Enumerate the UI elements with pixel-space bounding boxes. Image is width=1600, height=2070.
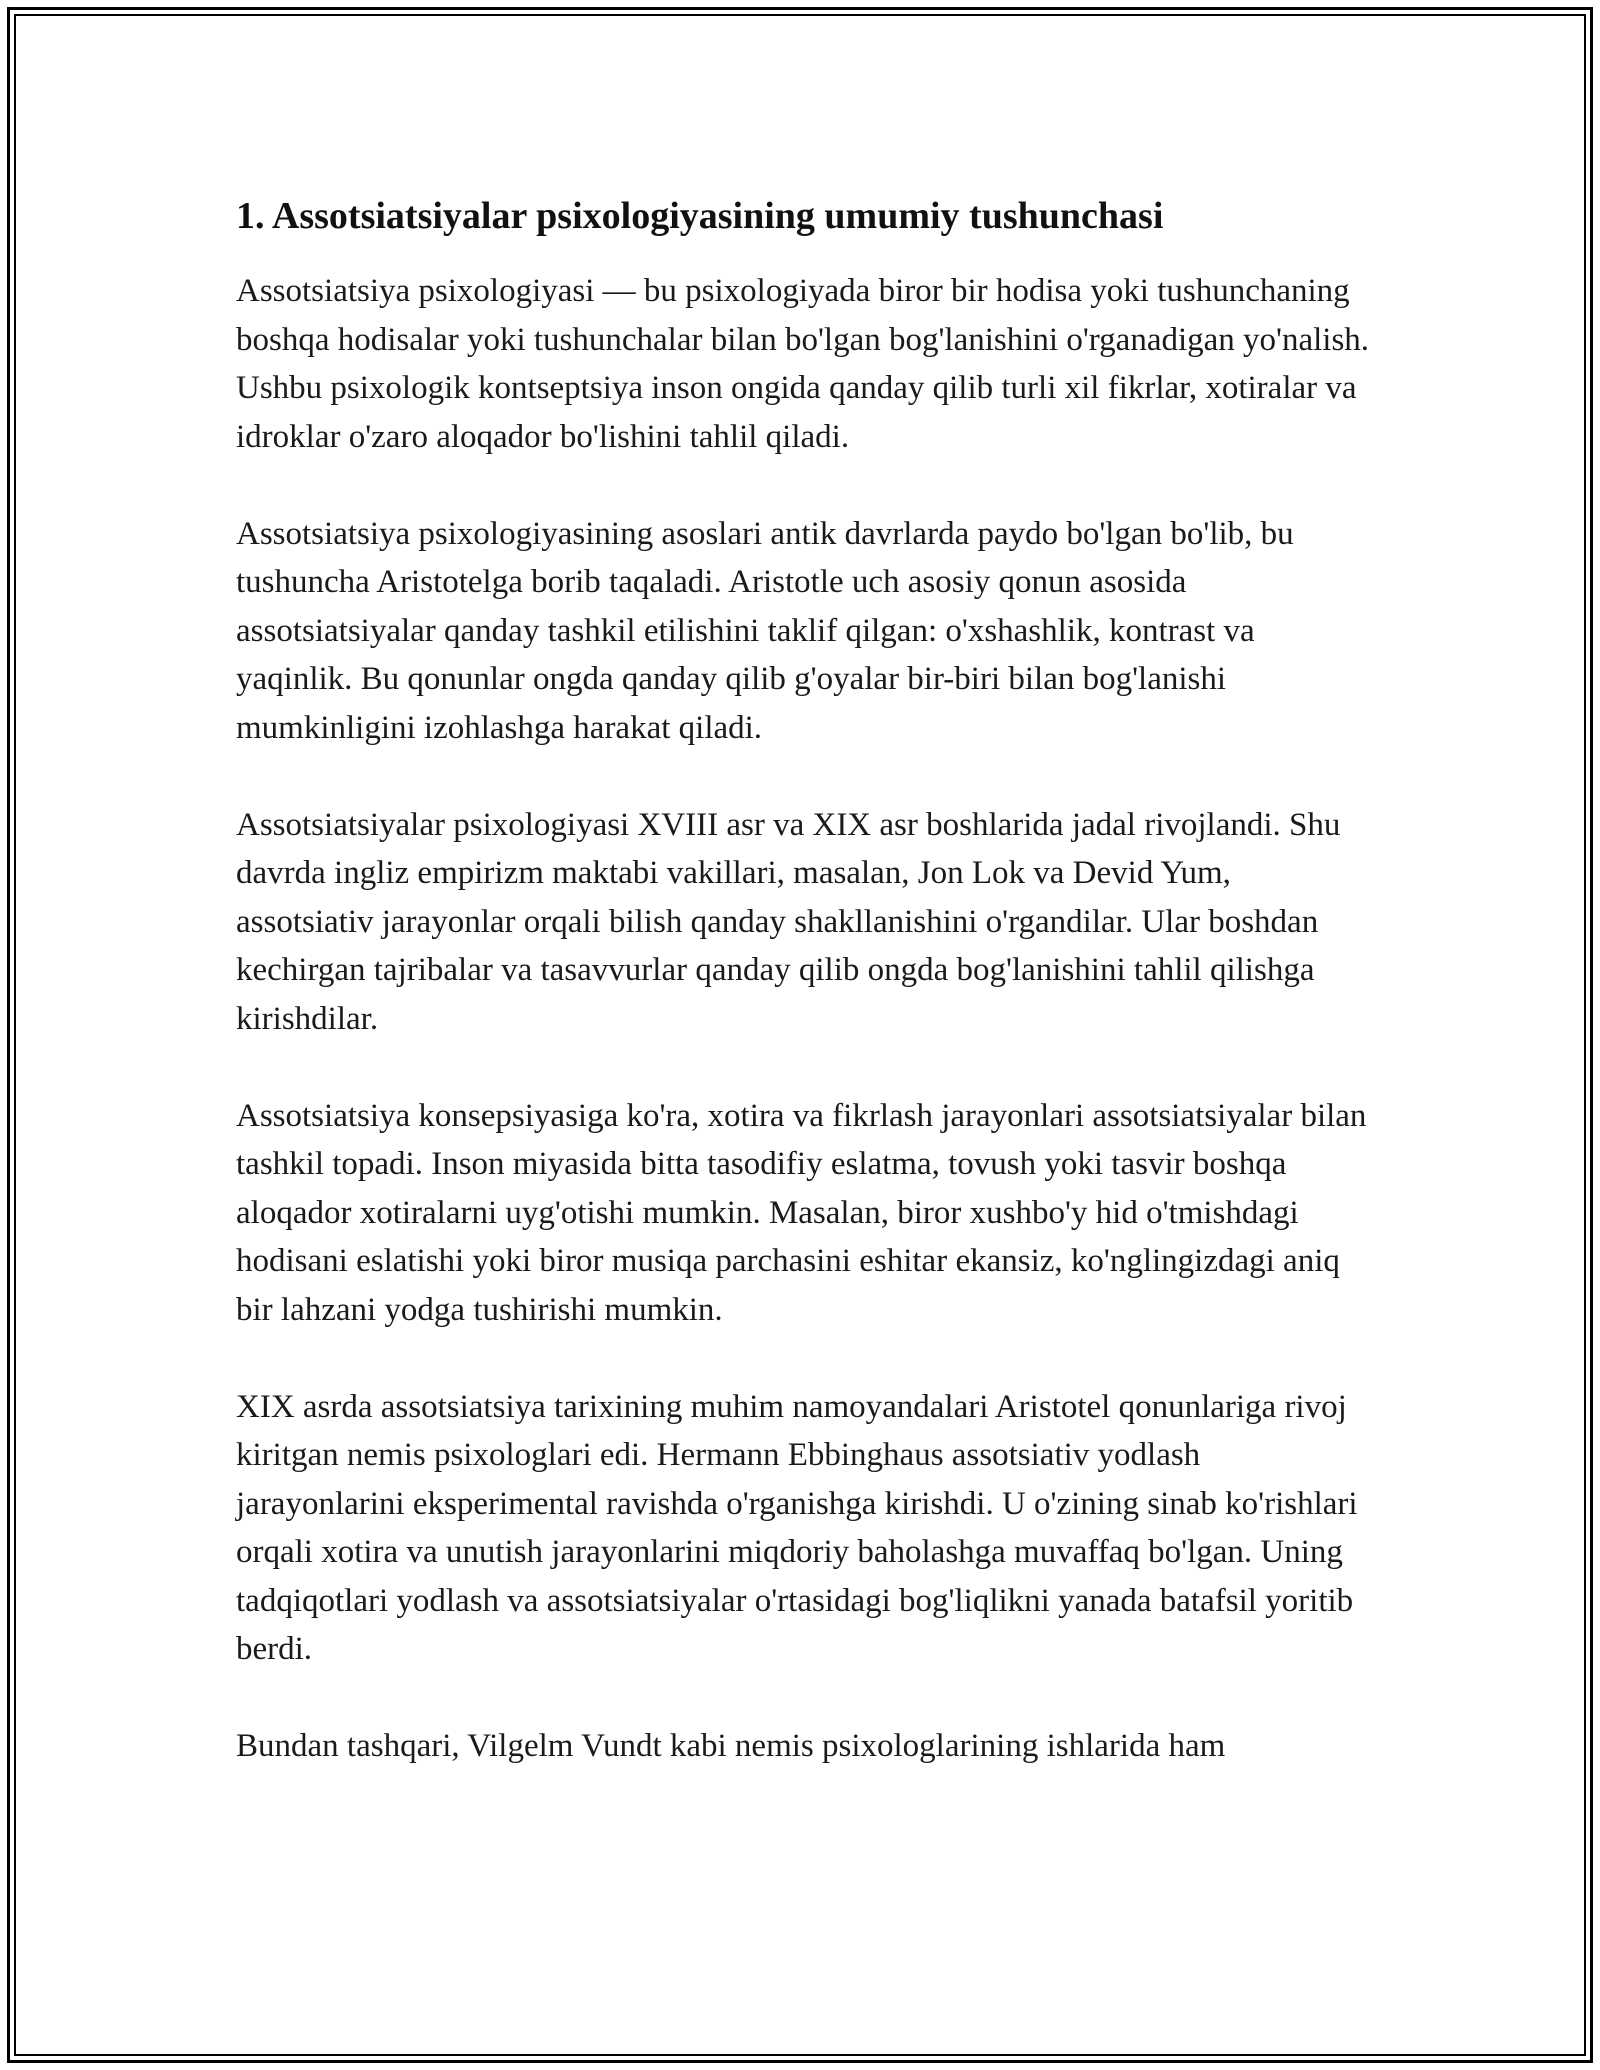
document-title: 1. Assotsiatsiyalar psixologiyasining umumiy tushunchasi bbox=[236, 195, 1164, 237]
paragraph-2: Assotsiatsiya psixologiyasining asoslari antik davrlarda paydo bo'lgan bo'lib, bu tushuncha Aristotelga borib taqaladi. Aristotle uch asosiy qonun asosida assotsiatsiyalar qanday tashkil etilishini taklif qilgan: o'xshashlik, kontrast va yaqinlik. Bu qonunlar ongda qanday qilib g'oyalar bir-biri bilan bog'lanishi mumkinligini izohlashga harakat qiladi. bbox=[236, 515, 1294, 746]
paragraph-1: Assotsiatsiya psixologiyasi — bu psixologiyada biror bir hodisa yoki tushunchaning boshqa hodisalar yoki tushunchalar bilan bo'lgan bog'lanishini o'rganadigan yo'nalish. Ushbu psixologik kontseptsiya inson ongida qanday qilib turli xil fikrlar, xotiralar va idroklar o'zaro aloqador bo'lishini tahlil qiladi. bbox=[236, 273, 1370, 455]
paragraph-6: Bundan tashqari, Vilgelm Vundt kabi nemis psixologlarining ishlarida ham bbox=[236, 1728, 1226, 1764]
paragraph-4: Assotsiatsiya konsepsiyasiga ko'ra, xotira va fikrlash jarayonlari assotsiatsiyalar bilan tashkil topadi. Inson miyasida bitta tasodifiy eslatma, tovush yoki tasvir boshqa aloqador xotiralarni uyg'otishi mumkin. Masalan, biror xushbo'y hid o'tmishdagi hodisani eslatishi yoki biror musiqa parchasini eshitar ekansiz, ko'nglingizdagi aniq bir lahzani yodga tushirishi mumkin. bbox=[236, 1097, 1367, 1328]
paragraph-3: Assotsiatsiyalar psixologiyasi XVIII asr va XIX asr boshlarida jadal rivojlandi. Shu davrda ingliz empirizm maktabi vakillari, masalan, Jon Lok va Devid Yum, assotsiativ jarayonlar orqali bilish qanday shakllanishini o'rgandilar. Ular boshdan kechirgan tajribalar va tasavvurlar qanday qilib ongda bog'lanishini tahlil qilishga kirishdilar. bbox=[236, 806, 1341, 1037]
document-body bbox=[236, 186, 1376, 1771]
paragraph-5: XIX asrda assotsiatsiya tarixining muhim namoyandalari Aristotel qonunlariga rivoj kiritgan nemis psixologlari edi. Hermann Ebbinghaus assotsiativ yodlash jarayonlarini eksperimental ravishda o'rganishga kirishdi. U o'zining sinab ko'rishlari orqali xotira va unutish jarayonlarini miqdoriy baholashga muvaffaq bo'lgan. Uning tadqiqotlari yodlash va assotsiatsiyalar o'rtasidagi bog'liqlikni yanada batafsil yoritib berdi. bbox=[236, 1388, 1358, 1667]
